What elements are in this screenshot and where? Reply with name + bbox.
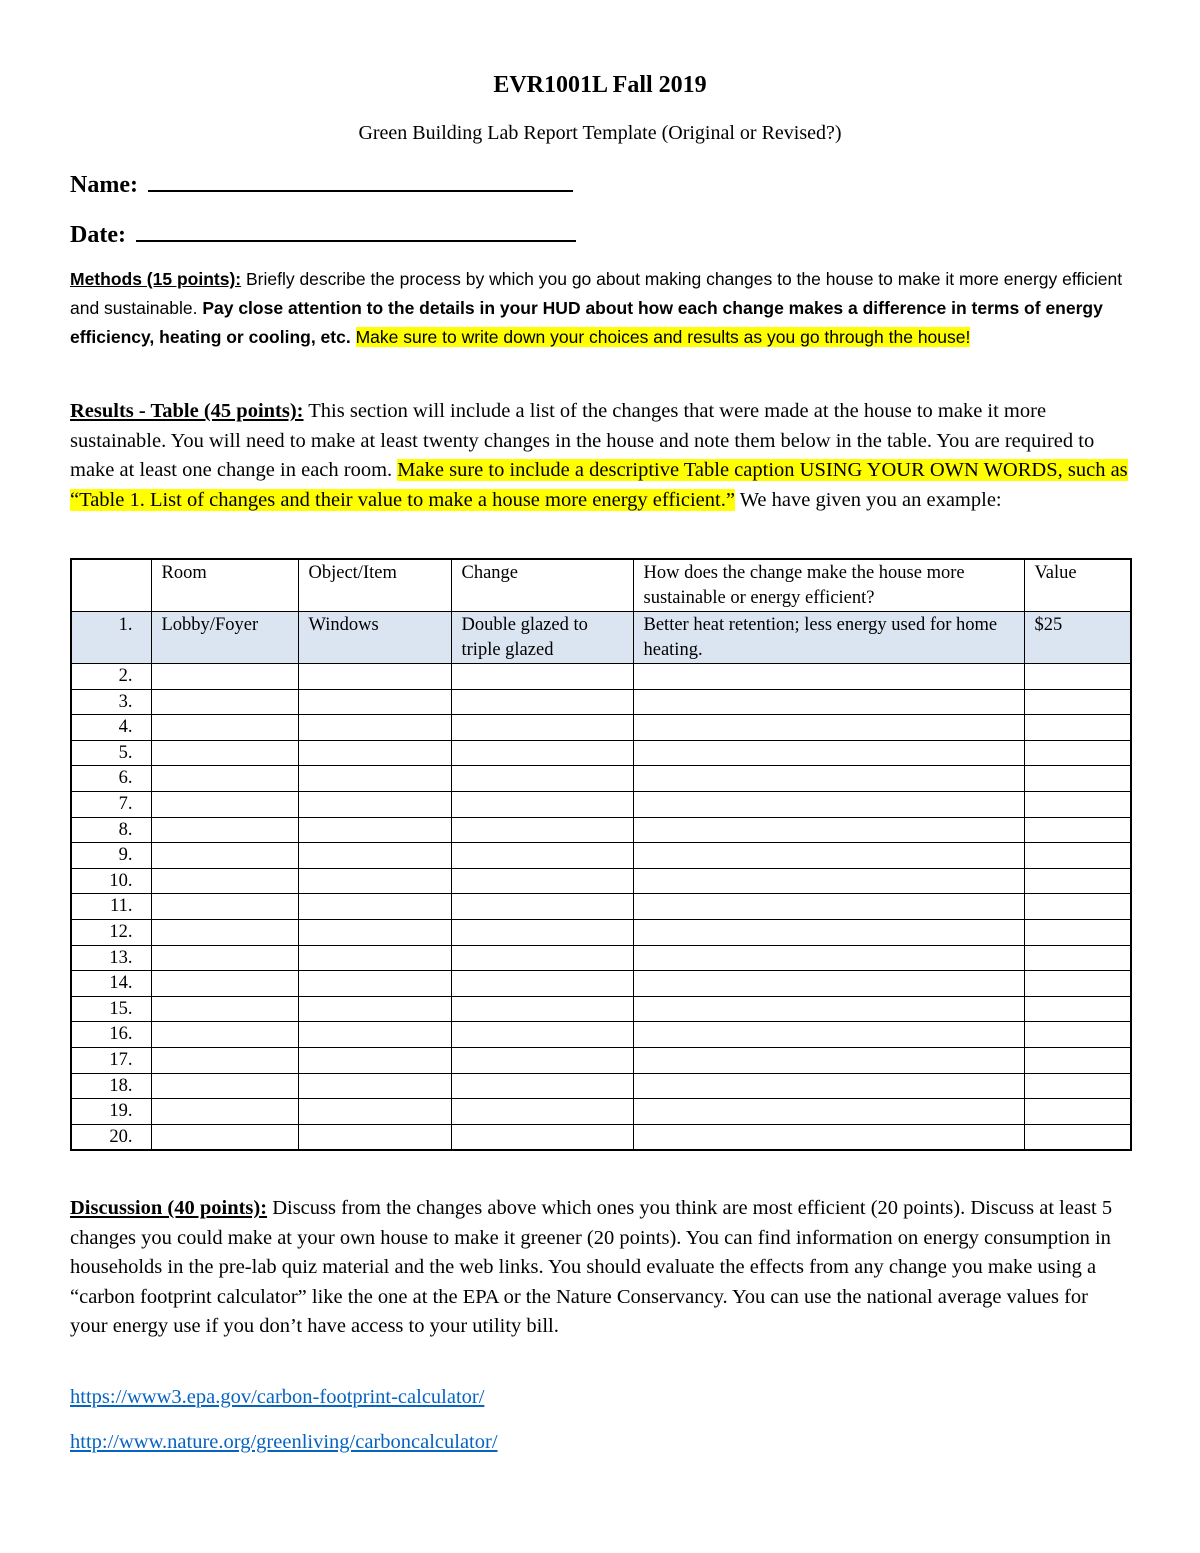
table-cell[interactable] <box>151 919 298 945</box>
table-header-cell: How does the change make the house more sustainable or energy efficient? <box>633 559 1024 612</box>
table-cell[interactable] <box>451 868 633 894</box>
table-row <box>71 1047 1131 1073</box>
row-number: 1. <box>71 612 151 664</box>
table-row <box>71 868 1131 894</box>
table-cell[interactable] <box>151 740 298 766</box>
example-change-cell: Double glazed to triple glazed <box>451 612 633 664</box>
table-cell[interactable] <box>1024 715 1131 741</box>
table-cell[interactable] <box>451 1124 633 1150</box>
document-subtitle: Green Building Lab Report Template (Original or Revised?) <box>358 122 842 144</box>
table-cell[interactable] <box>1024 791 1131 817</box>
table-example-row <box>71 612 1131 664</box>
table-cell[interactable] <box>451 766 633 792</box>
table-cell[interactable] <box>1024 1073 1131 1099</box>
results-text: This section will include a list of the changes that were made at the house to make it more sustainable. You will need to make at least twenty changes in the house and note them below in the table. You are required to make at least one change in each room. <box>70 400 1095 481</box>
table-cell[interactable] <box>298 1099 451 1125</box>
table-cell[interactable] <box>298 1124 451 1150</box>
table-cell[interactable] <box>151 766 298 792</box>
table-row <box>71 919 1131 945</box>
results-highlight-text: Make sure to include a descriptive Table caption USING YOUR OWN WORDS, such as “Table 1. List of changes and their value to make a house more energy efficient.” <box>70 459 1128 511</box>
table-cell[interactable] <box>451 1073 633 1099</box>
table-cell[interactable] <box>451 919 633 945</box>
table-cell[interactable] <box>451 791 633 817</box>
table-cell[interactable] <box>451 817 633 843</box>
table-cell[interactable] <box>1024 996 1131 1022</box>
table-cell[interactable] <box>633 791 1024 817</box>
results-text-after: We have given you an example: <box>734 488 1002 511</box>
table-cell[interactable] <box>451 715 633 741</box>
table-cell[interactable] <box>451 689 633 715</box>
table-cell[interactable] <box>298 996 451 1022</box>
table-cell[interactable] <box>451 1047 633 1073</box>
example-object-cell: Windows <box>298 612 451 664</box>
table-row <box>71 1073 1131 1099</box>
table-cell[interactable] <box>151 996 298 1022</box>
example-room-cell: Lobby/Foyer <box>151 612 298 664</box>
changes-table <box>70 558 1132 1151</box>
table-cell[interactable] <box>633 664 1024 690</box>
row-number: 16. <box>71 1022 151 1048</box>
table-cell[interactable] <box>633 919 1024 945</box>
table-cell[interactable] <box>1024 766 1131 792</box>
row-number: 13. <box>71 945 151 971</box>
table-cell[interactable] <box>151 1073 298 1099</box>
table-row <box>71 1099 1131 1125</box>
row-number: 20. <box>71 1124 151 1150</box>
row-number: 8. <box>71 817 151 843</box>
table-cell[interactable] <box>633 689 1024 715</box>
table-header-cell: Value <box>1024 559 1131 612</box>
date-field <box>70 218 576 249</box>
table-cell[interactable] <box>633 843 1024 869</box>
table-cell[interactable] <box>451 1099 633 1125</box>
row-number: 17. <box>71 1047 151 1073</box>
table-cell[interactable] <box>1024 868 1131 894</box>
table-cell[interactable] <box>1024 1099 1131 1125</box>
row-number: 7. <box>71 791 151 817</box>
table-header-row <box>71 559 1131 612</box>
methods-bold-text: Pay close attention to the details in your HUD about how each change makes a difference in terms of energy efficiency, heating or cooling, etc. <box>70 298 1103 347</box>
row-number: 3. <box>71 689 151 715</box>
table-cell[interactable] <box>298 1047 451 1073</box>
row-number: 6. <box>71 766 151 792</box>
document-title: EVR1001L Fall 2019 <box>493 72 707 98</box>
table-cell[interactable] <box>1024 971 1131 997</box>
table-cell[interactable] <box>298 817 451 843</box>
table-row <box>71 894 1131 920</box>
table-cell[interactable] <box>451 740 633 766</box>
table-cell[interactable] <box>633 715 1024 741</box>
table-cell[interactable] <box>451 1022 633 1048</box>
table-cell[interactable] <box>633 1124 1024 1150</box>
table-cell[interactable] <box>633 894 1024 920</box>
table-cell[interactable] <box>1024 664 1131 690</box>
table-header-cell: Object/Item <box>298 559 451 612</box>
row-number: 10. <box>71 868 151 894</box>
table-row <box>71 945 1131 971</box>
table-cell[interactable] <box>298 715 451 741</box>
discussion-text: Discuss from the changes above which ones you think are most efficient (20 points). Discuss at least 5 changes you could make at your own house to make it greener (20 points). You can find information on energy consumption in households in the pre-lab quiz material and the web links. You should evaluate the effects from any change you make using a “carbon footprint calculator” like the one at the EPA or the Nature Conservancy. You can use the national average values for your energy use if you don’t have access to your utility bill. <box>70 1197 1113 1337</box>
table-cell[interactable] <box>451 945 633 971</box>
table-cell[interactable] <box>298 664 451 690</box>
table-cell[interactable] <box>633 817 1024 843</box>
row-number: 18. <box>71 1073 151 1099</box>
table-cell[interactable] <box>151 1047 298 1073</box>
table-cell[interactable] <box>298 945 451 971</box>
table-header-cell <box>71 559 151 612</box>
table-cell[interactable] <box>151 817 298 843</box>
table-cell[interactable] <box>1024 689 1131 715</box>
example-how-cell: Better heat retention; less energy used for home heating. <box>633 612 1024 664</box>
row-number: 12. <box>71 919 151 945</box>
table-cell[interactable] <box>451 664 633 690</box>
methods-heading: Methods (15 points): <box>70 269 242 289</box>
table-cell[interactable] <box>151 1099 298 1125</box>
name-field <box>70 168 573 199</box>
name-label: Name: <box>70 172 138 198</box>
table-row <box>71 1124 1131 1150</box>
name-blank-line[interactable] <box>148 168 573 192</box>
methods-highlight-text: Make sure to write down your choices and results as you go through the house! <box>355 327 971 347</box>
table-cell[interactable] <box>298 766 451 792</box>
date-label: Date: <box>70 222 126 248</box>
table-row <box>71 817 1131 843</box>
table-cell[interactable] <box>1024 894 1131 920</box>
table-cell[interactable] <box>298 1073 451 1099</box>
results-section <box>70 397 1130 515</box>
results-heading: Results - Table (45 points): <box>70 400 304 422</box>
table-cell[interactable] <box>151 1124 298 1150</box>
table-cell[interactable] <box>451 996 633 1022</box>
table-cell[interactable] <box>1024 1022 1131 1048</box>
table-cell[interactable] <box>633 971 1024 997</box>
table-cell[interactable] <box>298 1022 451 1048</box>
table-cell[interactable] <box>151 791 298 817</box>
table-cell[interactable] <box>298 689 451 715</box>
row-number: 14. <box>71 971 151 997</box>
table-row <box>71 689 1131 715</box>
table-cell[interactable] <box>451 894 633 920</box>
example-value-cell: $25 <box>1024 612 1131 664</box>
table-cell[interactable] <box>298 971 451 997</box>
table-cell[interactable] <box>151 689 298 715</box>
table-cell[interactable] <box>298 894 451 920</box>
row-number: 15. <box>71 996 151 1022</box>
table-cell[interactable] <box>633 1073 1024 1099</box>
table-row <box>71 996 1131 1022</box>
row-number: 11. <box>71 894 151 920</box>
table-cell[interactable] <box>633 996 1024 1022</box>
table-cell[interactable] <box>1024 1047 1131 1073</box>
table-cell[interactable] <box>633 766 1024 792</box>
table-header-cell: Change <box>451 559 633 612</box>
table-row <box>71 971 1131 997</box>
table-row <box>71 1022 1131 1048</box>
row-number: 19. <box>71 1099 151 1125</box>
table-cell[interactable] <box>298 740 451 766</box>
table-cell[interactable] <box>151 945 298 971</box>
nature-calculator-link[interactable]: http://www.nature.org/greenliving/carboncalculator/ <box>70 1431 498 1453</box>
table-cell[interactable] <box>1024 919 1131 945</box>
table-cell[interactable] <box>298 791 451 817</box>
table-cell[interactable] <box>151 843 298 869</box>
date-blank-line[interactable] <box>136 218 576 242</box>
row-number: 9. <box>71 843 151 869</box>
table-cell[interactable] <box>298 919 451 945</box>
table-cell[interactable] <box>151 894 298 920</box>
discussion-section <box>70 1194 1130 1342</box>
table-row <box>71 843 1131 869</box>
table-header-cell: Room <box>151 559 298 612</box>
methods-section <box>70 265 1130 352</box>
table-cell[interactable] <box>633 1099 1024 1125</box>
methods-text: Briefly describe the process by which you go about making changes to the house to make it more energy efficient and sustainable. <box>70 269 1123 318</box>
table-cell[interactable] <box>1024 740 1131 766</box>
table-cell[interactable] <box>1024 945 1131 971</box>
table-row <box>71 791 1131 817</box>
table-cell[interactable] <box>633 945 1024 971</box>
table-cell[interactable] <box>633 1022 1024 1048</box>
table-cell[interactable] <box>633 740 1024 766</box>
table-cell[interactable] <box>1024 1124 1131 1150</box>
table-cell[interactable] <box>151 971 298 997</box>
table-cell[interactable] <box>1024 817 1131 843</box>
table-cell[interactable] <box>151 715 298 741</box>
table-cell[interactable] <box>151 868 298 894</box>
epa-calculator-link[interactable]: https://www3.epa.gov/carbon-footprint-calculator/ <box>70 1386 485 1408</box>
table-cell[interactable] <box>1024 843 1131 869</box>
row-number: 2. <box>71 664 151 690</box>
table-row <box>71 766 1131 792</box>
row-number: 4. <box>71 715 151 741</box>
table-cell[interactable] <box>451 971 633 997</box>
table-cell[interactable] <box>151 1022 298 1048</box>
table-cell[interactable] <box>633 868 1024 894</box>
table-row <box>71 715 1131 741</box>
discussion-heading: Discussion (40 points): <box>70 1197 268 1219</box>
table-cell[interactable] <box>151 664 298 690</box>
table-row <box>71 664 1131 690</box>
table-cell[interactable] <box>298 868 451 894</box>
table-row <box>71 740 1131 766</box>
row-number: 5. <box>71 740 151 766</box>
table-cell[interactable] <box>633 1047 1024 1073</box>
table-cell[interactable] <box>451 843 633 869</box>
table-cell[interactable] <box>298 843 451 869</box>
